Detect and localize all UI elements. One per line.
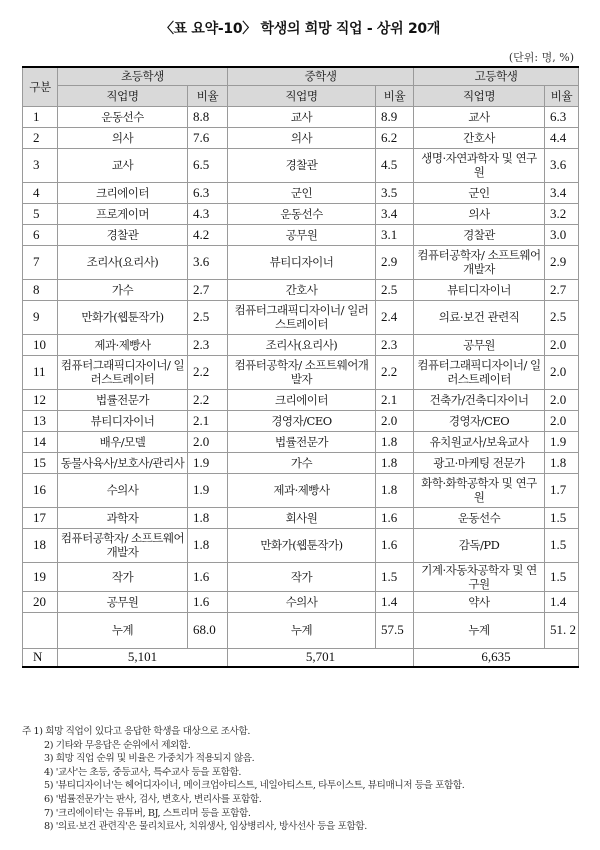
elementary-rate-cell: 1.8 [188, 507, 228, 528]
high-total-value: 51. 2 [545, 612, 579, 648]
middle-rate-cell: 1.5 [376, 562, 414, 591]
middle-job-cell: 공무원 [228, 224, 376, 245]
middle-job-cell: 컴퓨터공학자/ 소프트웨어개발자 [228, 355, 376, 389]
rank-cell: 2 [23, 127, 58, 148]
middle-rate-cell: 1.8 [376, 431, 414, 452]
footnote-line: 3) 희망 직업 순위 및 비율은 가중치가 적용되지 않음. [44, 753, 255, 765]
middle-job-cell: 운동선수 [228, 203, 376, 224]
high-rate-cell: 2.0 [545, 355, 579, 389]
middle-rate-cell: 1.6 [376, 528, 414, 562]
middle-rate-cell: 6.2 [376, 127, 414, 148]
rank-cell: 12 [23, 389, 58, 410]
rank-cell: 19 [23, 562, 58, 591]
rank-cell: 17 [23, 507, 58, 528]
high-job-cell: 경영자/CEO [414, 410, 545, 431]
footnotes [22, 725, 582, 834]
rank-cell: 3 [23, 148, 58, 182]
elementary-rate-cell: 2.1 [188, 410, 228, 431]
middle-rate-cell: 1.4 [376, 591, 414, 612]
footnote-line: 8) '의료·보건 관련직'은 물리치료사, 치위생사, 임상병리사, 방사선사 등을 포함함. [44, 821, 367, 833]
footnote-line: 5) '뷰티디자이너'는 헤어디자이너, 메이크업아티스트, 네일아티스트, 타투이스트, 뷰티매니저 등을 포함함. [44, 780, 465, 792]
middle-rate-cell: 2.0 [376, 410, 414, 431]
table-row [23, 562, 579, 591]
elementary-rate-cell: 6.3 [188, 182, 228, 203]
elementary-rate-cell: 4.3 [188, 203, 228, 224]
elementary-job-cell: 동물사육사/보호사/관리사 [58, 452, 188, 473]
middle-rate-cell: 2.1 [376, 389, 414, 410]
middle-job-cell: 경영자/CEO [228, 410, 376, 431]
middle-total-label: 누계 [228, 612, 376, 648]
elementary-rate-cell: 1.8 [188, 528, 228, 562]
high-rate-cell: 3.0 [545, 224, 579, 245]
rank-cell: 6 [23, 224, 58, 245]
high-rate-cell: 1.7 [545, 473, 579, 507]
elementary-rate-cell: 1.9 [188, 473, 228, 507]
high-rate-cell: 2.9 [545, 245, 579, 279]
middle-rate-cell: 2.5 [376, 279, 414, 300]
elementary-rate-cell: 1.9 [188, 452, 228, 473]
middle-job-cell: 수의사 [228, 591, 376, 612]
table-row [23, 279, 579, 300]
middle-job-cell: 군인 [228, 182, 376, 203]
elementary-rate-cell: 2.2 [188, 355, 228, 389]
high-job-cell: 공무원 [414, 334, 545, 355]
middle-rate-cell: 1.6 [376, 507, 414, 528]
elementary-job-header: 직업명 [58, 85, 188, 106]
rank-cell: 4 [23, 182, 58, 203]
footnote-line: 6) '법률전문가'는 판사, 검사, 변호사, 변리사를 포함함. [44, 793, 262, 805]
rank-cell: 18 [23, 528, 58, 562]
high-rate-cell: 2.0 [545, 410, 579, 431]
high-rate-cell: 1.5 [545, 507, 579, 528]
elementary-job-cell: 운동선수 [58, 106, 188, 127]
rank-header: 구분 [23, 67, 58, 106]
elementary-job-cell: 프로게이머 [58, 203, 188, 224]
table-row [23, 452, 579, 473]
total-rank-cell [23, 612, 58, 648]
elementary-job-cell: 조리사(요리사) [58, 245, 188, 279]
rank-cell: 16 [23, 473, 58, 507]
elementary-rate-cell: 6.5 [188, 148, 228, 182]
middle-job-cell: 법률전문가 [228, 431, 376, 452]
table-title: 〈표 요약-10〉 학생의 희망 직업 - 상위 20개 [159, 21, 441, 37]
elementary-rate-cell: 3.6 [188, 245, 228, 279]
hope-job-table [22, 66, 579, 668]
n-row [23, 648, 579, 667]
middle-job-cell: 만화가(웹툰작가) [228, 528, 376, 562]
total-row [23, 612, 579, 648]
middle-rate-cell: 3.5 [376, 182, 414, 203]
rank-cell: 9 [23, 300, 58, 334]
high-job-header: 직업명 [414, 85, 545, 106]
high-rate-cell: 1.5 [545, 528, 579, 562]
middle-job-header: 직업명 [228, 85, 376, 106]
elementary-job-cell: 컴퓨터그래픽디자이너/ 일러스트레이터 [58, 355, 188, 389]
rank-cell: 10 [23, 334, 58, 355]
table-row [23, 148, 579, 182]
high-job-cell: 컴퓨터공학자/ 소프트웨어개발자 [414, 245, 545, 279]
elementary-rate-cell: 7.6 [188, 127, 228, 148]
table-row [23, 410, 579, 431]
rank-cell: 13 [23, 410, 58, 431]
high-job-cell: 건축가/건축디자이너 [414, 389, 545, 410]
table-body [23, 106, 579, 667]
high-rate-cell: 6.3 [545, 106, 579, 127]
high-job-cell: 간호사 [414, 127, 545, 148]
footnote-line: 4) '교사'는 초등, 중등교사, 특수교사 등을 포함함. [44, 766, 241, 778]
elementary-rate-cell: 2.7 [188, 279, 228, 300]
table-row [23, 245, 579, 279]
high-job-cell: 화학·화학공학자 및 연구원 [414, 473, 545, 507]
high-rate-cell: 3.4 [545, 182, 579, 203]
rank-cell: 1 [23, 106, 58, 127]
table-row [23, 106, 579, 127]
table-row [23, 355, 579, 389]
rank-cell: 20 [23, 591, 58, 612]
high-rate-cell: 1.5 [545, 562, 579, 591]
middle-rate-cell: 1.8 [376, 473, 414, 507]
elementary-job-cell: 공무원 [58, 591, 188, 612]
high-rate-cell: 1.9 [545, 431, 579, 452]
elementary-rate-cell: 2.2 [188, 389, 228, 410]
table-row [23, 300, 579, 334]
middle-rate-cell: 8.9 [376, 106, 414, 127]
elementary-total-label: 누계 [58, 612, 188, 648]
high-job-cell: 감독/PD [414, 528, 545, 562]
middle-rate-header: 비율 [376, 85, 414, 106]
footnote-line: 7) '크리에이터'는 유튜버, BJ, 스트리머 등을 포함함. [44, 807, 251, 819]
high-rate-cell: 1.8 [545, 452, 579, 473]
table-row [23, 224, 579, 245]
elementary-rate-cell: 2.5 [188, 300, 228, 334]
elementary-header: 초등학생 [58, 67, 228, 85]
table-row [23, 591, 579, 612]
elementary-rate-cell: 2.3 [188, 334, 228, 355]
high-job-cell: 군인 [414, 182, 545, 203]
middle-job-cell: 뷰티디자이너 [228, 245, 376, 279]
elementary-job-cell: 뷰티디자이너 [58, 410, 188, 431]
middle-job-cell: 작가 [228, 562, 376, 591]
high-job-cell: 운동선수 [414, 507, 545, 528]
middle-school-header: 중학생 [228, 67, 414, 85]
elementary-total-value: 68.0 [188, 612, 228, 648]
elementary-job-cell: 제과·제빵사 [58, 334, 188, 355]
high-job-cell: 생명·자연과학자 및 연구원 [414, 148, 545, 182]
high-rate-cell: 2.0 [545, 389, 579, 410]
middle-job-cell: 의사 [228, 127, 376, 148]
middle-job-cell: 컴퓨터그래픽디자이너/ 일러스트레이터 [228, 300, 376, 334]
elementary-rate-cell: 2.0 [188, 431, 228, 452]
table-row [23, 127, 579, 148]
elementary-job-cell: 컴퓨터공학자/ 소프트웨어개발자 [58, 528, 188, 562]
high-job-cell: 광고·마케팅 전문가 [414, 452, 545, 473]
table-row [23, 182, 579, 203]
middle-job-cell: 조리사(요리사) [228, 334, 376, 355]
elementary-job-cell: 크리에이터 [58, 182, 188, 203]
unit-label: (단위: 명, %) [508, 51, 574, 64]
middle-rate-cell: 1.8 [376, 452, 414, 473]
middle-rate-cell: 2.9 [376, 245, 414, 279]
high-job-cell: 기계·자동차공학자 및 연구원 [414, 562, 545, 591]
table-row [23, 389, 579, 410]
elementary-job-cell: 과학자 [58, 507, 188, 528]
high-total-label: 누계 [414, 612, 545, 648]
rank-cell: 14 [23, 431, 58, 452]
elementary-n-value: 5,101 [58, 648, 228, 667]
elementary-job-cell: 배우/모델 [58, 431, 188, 452]
elementary-job-cell: 가수 [58, 279, 188, 300]
high-job-cell: 의료·보건 관련직 [414, 300, 545, 334]
elementary-rate-cell: 4.2 [188, 224, 228, 245]
high-job-cell: 컴퓨터그래픽디자이너/ 일러스트레이터 [414, 355, 545, 389]
rank-cell: 8 [23, 279, 58, 300]
high-job-cell: 교사 [414, 106, 545, 127]
elementary-job-cell: 의사 [58, 127, 188, 148]
footnote-line: 2) 기타와 무응답은 순위에서 제외함. [44, 739, 191, 751]
elementary-job-cell: 교사 [58, 148, 188, 182]
high-job-cell: 경찰관 [414, 224, 545, 245]
high-rate-cell: 3.6 [545, 148, 579, 182]
middle-rate-cell: 4.5 [376, 148, 414, 182]
middle-job-cell: 가수 [228, 452, 376, 473]
middle-rate-cell: 2.4 [376, 300, 414, 334]
middle-rate-cell: 3.1 [376, 224, 414, 245]
middle-rate-cell: 3.4 [376, 203, 414, 224]
table-row [23, 334, 579, 355]
high-school-header: 고등학생 [414, 67, 579, 85]
elementary-job-cell: 작가 [58, 562, 188, 591]
middle-n-value: 5,701 [228, 648, 414, 667]
rank-cell: 5 [23, 203, 58, 224]
table-row [23, 431, 579, 452]
elementary-rate-cell: 1.6 [188, 562, 228, 591]
elementary-job-cell: 경찰관 [58, 224, 188, 245]
elementary-rate-cell: 8.8 [188, 106, 228, 127]
elementary-rate-cell: 1.6 [188, 591, 228, 612]
high-n-value: 6,635 [414, 648, 579, 667]
middle-job-cell: 제과·제빵사 [228, 473, 376, 507]
table-row [23, 473, 579, 507]
middle-rate-cell: 2.2 [376, 355, 414, 389]
middle-job-cell: 경찰관 [228, 148, 376, 182]
high-job-cell: 의사 [414, 203, 545, 224]
rank-cell: 15 [23, 452, 58, 473]
elementary-job-cell: 수의사 [58, 473, 188, 507]
elementary-job-cell: 법률전문가 [58, 389, 188, 410]
n-label: N [23, 648, 58, 667]
table-row [23, 528, 579, 562]
table-row [23, 507, 579, 528]
high-job-cell: 뷰티디자이너 [414, 279, 545, 300]
high-rate-cell: 3.2 [545, 203, 579, 224]
rank-cell: 7 [23, 245, 58, 279]
high-rate-header: 비율 [545, 85, 579, 106]
high-rate-cell: 1.4 [545, 591, 579, 612]
middle-rate-cell: 2.3 [376, 334, 414, 355]
middle-job-cell: 크리에이터 [228, 389, 376, 410]
high-rate-cell: 4.4 [545, 127, 579, 148]
high-rate-cell: 2.0 [545, 334, 579, 355]
high-job-cell: 약사 [414, 591, 545, 612]
high-rate-cell: 2.7 [545, 279, 579, 300]
rank-cell: 11 [23, 355, 58, 389]
elementary-rate-header: 비율 [188, 85, 228, 106]
high-rate-cell: 2.5 [545, 300, 579, 334]
middle-job-cell: 간호사 [228, 279, 376, 300]
footnote-line: 주 1) 희망 직업이 있다고 응답한 학생을 대상으로 조사함. [22, 726, 250, 737]
middle-total-value: 57.5 [376, 612, 414, 648]
table-row [23, 203, 579, 224]
elementary-job-cell: 만화가(웹툰작가) [58, 300, 188, 334]
middle-job-cell: 회사원 [228, 507, 376, 528]
middle-job-cell: 교사 [228, 106, 376, 127]
high-job-cell: 유치원교사/보육교사 [414, 431, 545, 452]
